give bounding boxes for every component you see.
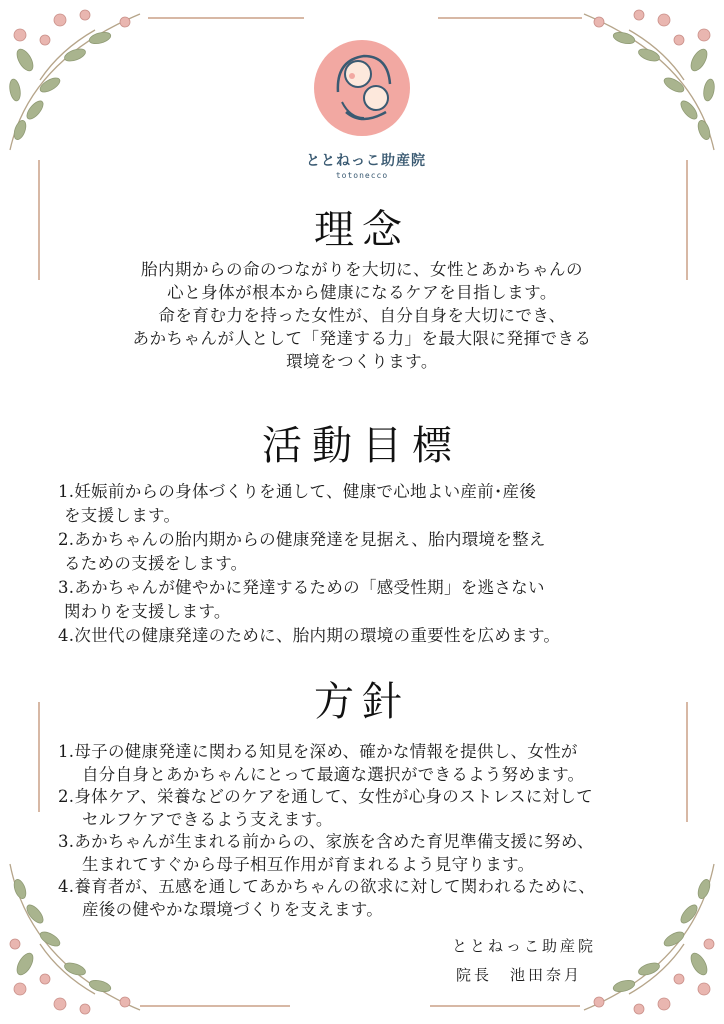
list-item xyxy=(58,528,688,576)
clinic-logo xyxy=(306,32,426,182)
policy-line: 3.あかちゃんが生まれる前からの、家族を含めた育児準備支援に努め、 xyxy=(58,832,594,851)
goal-line-continued: 関わりを支援します。 xyxy=(64,602,231,621)
policy-line: 2.身体ケア、栄養などのケアを通して、女性が心身のストレスに対して xyxy=(58,787,593,806)
frame-line-top-left xyxy=(148,17,304,19)
logo-subtitle: totonecco xyxy=(335,171,389,180)
goal-line: 3.あかちゃんが健やかに発達するための「感受性期」を逃さない xyxy=(58,578,545,597)
policy-line-continued: セルフケアできるよう支えます。 xyxy=(82,809,333,829)
policy-line-continued: 産後の健やかな環境づくりを支えます。 xyxy=(82,899,384,919)
policies-list xyxy=(58,741,688,921)
philosophy-line: 胎内期からの命のつながりを大切に、女性とあかちゃんの xyxy=(141,260,583,279)
policies-heading: 方針 xyxy=(314,679,410,725)
policy-line-continued: 生まれてすぐから母子相互作用が育まれるよう見守ります。 xyxy=(82,854,535,874)
frame-line-bottom-left xyxy=(140,1005,290,1007)
philosophy-line: 心と身体が根本から健康になるケアを目指します。 xyxy=(167,283,557,302)
goals-heading: 活動目標 xyxy=(262,423,462,469)
floral-corner-top-right-icon xyxy=(574,0,724,160)
logo-clinic-name: ととねっこ助産院 xyxy=(306,153,426,169)
list-item xyxy=(58,876,688,921)
philosophy-line: 環境をつくります。 xyxy=(286,352,438,371)
goal-line-continued: るための支援をします。 xyxy=(64,554,248,573)
policy-line-continued: 自分自身とあかちゃんにとって最適な選択ができるよう努めます。 xyxy=(82,764,585,784)
policy-line: 4.養育者が、五感を通してあかちゃんの欲求に対して関われるために、 xyxy=(58,877,596,896)
philosophy-line: あかちゃんが人として「発達する力」を最大限に発揮できる xyxy=(132,329,592,348)
frame-line-top-right xyxy=(438,17,582,19)
signature-org: ととねっこ助産院 xyxy=(452,937,597,955)
philosophy-heading: 理念 xyxy=(314,207,410,253)
philosophy-text xyxy=(60,258,664,373)
goal-line-continued: を支援します。 xyxy=(64,506,181,525)
signature-block xyxy=(452,932,596,990)
list-item xyxy=(58,480,688,528)
goal-line: 4.次世代の健康発達のために、胎内期の環境の重要性を広めます。 xyxy=(58,626,561,645)
list-item xyxy=(58,624,688,648)
philosophy-line: 命を育む力を持った女性が、自分自身を大切にでき、 xyxy=(158,306,566,325)
frame-line-bottom-right xyxy=(430,1005,580,1007)
list-item xyxy=(58,786,688,831)
goal-line: 1.妊娠前からの身体づくりを通して、健康で心地よい産前･産後 xyxy=(58,482,537,501)
list-item xyxy=(58,576,688,624)
goal-line: 2.あかちゃんの胎内期からの健康発達を見据え、胎内環境を整え xyxy=(58,530,546,549)
mother-baby-logo-icon xyxy=(306,32,418,142)
goals-list xyxy=(58,480,688,648)
list-item xyxy=(58,741,688,786)
policy-line: 1.母子の健康発達に関わる知見を深め、確かな情報を提供し、女性が xyxy=(58,742,578,761)
signature-director-name: 院長 池田奈月 xyxy=(456,966,583,984)
list-item xyxy=(58,831,688,876)
floral-corner-top-left-icon xyxy=(0,0,150,160)
